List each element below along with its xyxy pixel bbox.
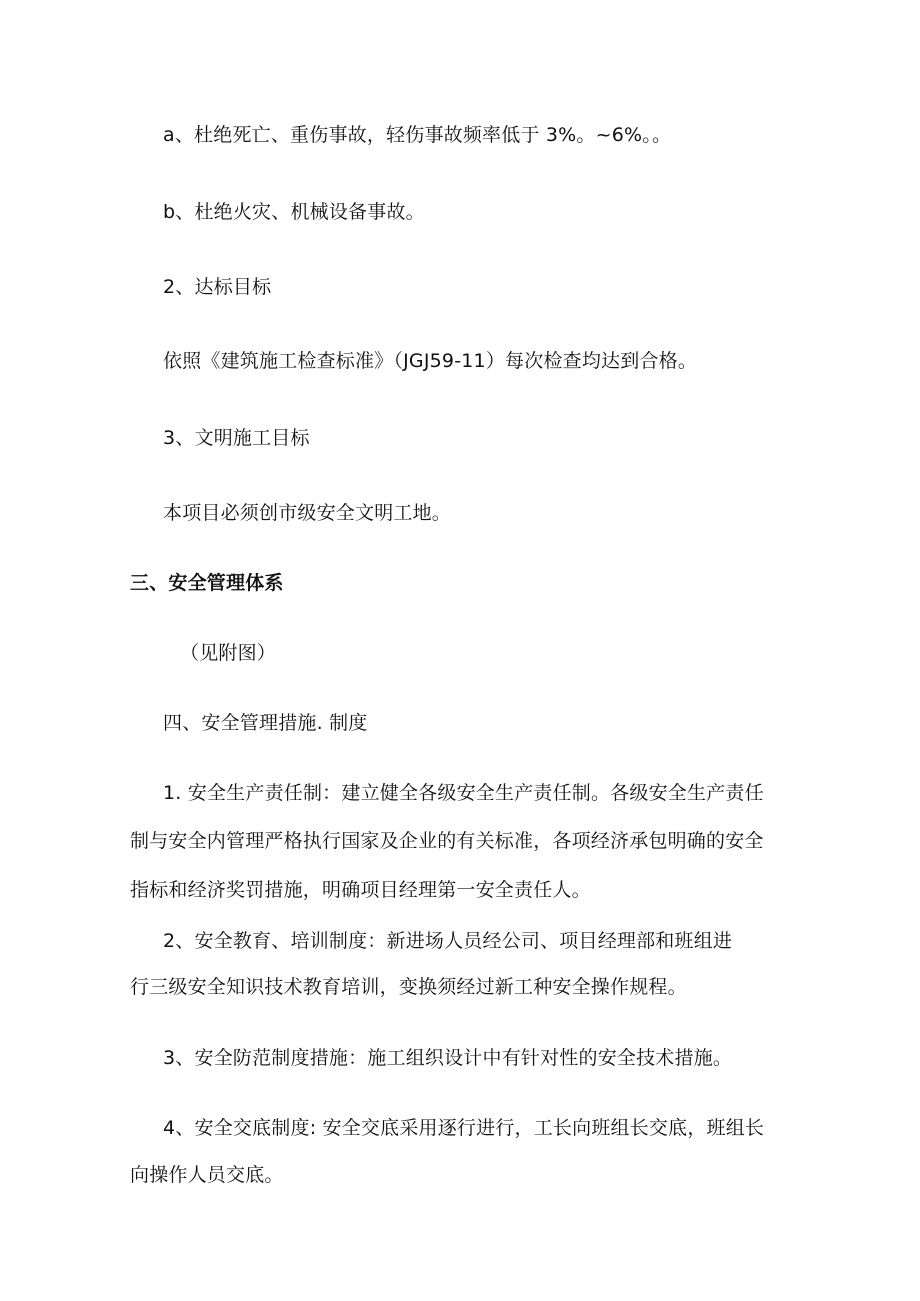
see-attached-figure-note: （见附图）	[180, 642, 277, 664]
item3-text: 3、安全防范制度措施：施工组织设计中有针对性的安全技术措施。	[163, 1047, 733, 1069]
goal-a-text: a、杜绝死亡、重伤事故，轻伤事故频率低于 3%。~6%。。	[163, 124, 672, 146]
section-heading-safety-measures: 四、安全管理措施. 制度	[163, 712, 368, 734]
subheading-compliance-goal: 2、达标目标	[163, 276, 272, 298]
compliance-goal-text: 依照《建筑施工检查标准》（JGJ59-11）每次检查均达到合格。	[163, 350, 698, 372]
item1-line2: 制与安全内管理严格执行国家及企业的有关标准，各项经济承包明确的安全	[130, 830, 764, 852]
item1-line3: 指标和经济奖罚措施，明确项目经理第一安全责任人。	[130, 879, 591, 901]
item4-line2: 向操作人员交底。	[130, 1164, 284, 1186]
section-heading-safety-management-system: 三、安全管理体系	[130, 572, 284, 594]
item4-line1: 4、安全交底制度: 安全交底采用逐行进行，工长向班组长交底，班组长	[163, 1117, 765, 1139]
item2-line1: 2、安全教育、培训制度：新进场人员经公司、项目经理部和班组进	[163, 930, 733, 952]
goal-b-text: b、杜绝火灾、机械设备事故。	[163, 201, 425, 223]
item2-line2: 行三级安全知识技术教育培训，变换须经过新工种安全操作规程。	[130, 976, 687, 998]
subheading-civilized-construction-goal: 3、文明施工目标	[163, 427, 310, 449]
item1-line1: 1. 安全生产责任制：建立健全各级安全生产责任制。各级安全生产责任	[163, 782, 764, 804]
civilized-construction-text: 本项目必须创市级安全文明工地。	[163, 502, 452, 524]
